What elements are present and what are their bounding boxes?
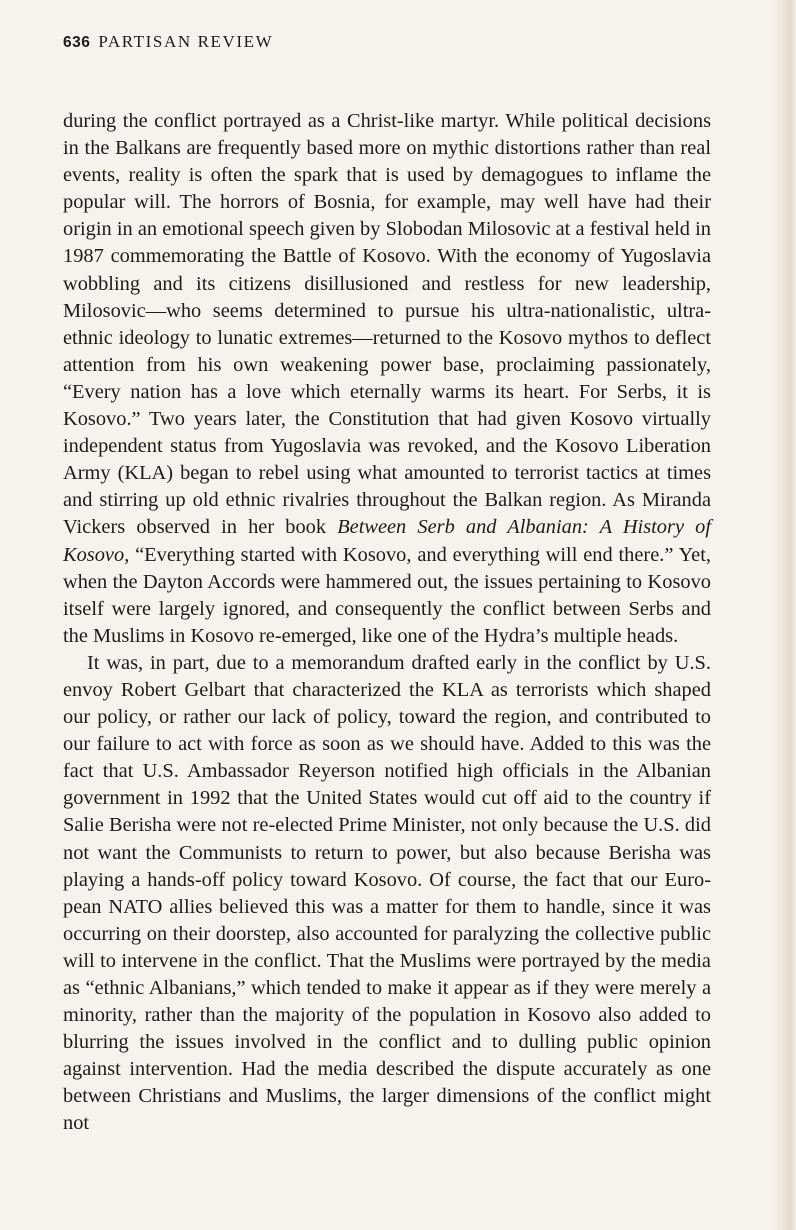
paragraph-1-text-b: , “Everything started with Kosovo, and everything will end there.” Yet, when the Dayton Accords were hammered out, the issues pertaining to Kosovo itself were largely ignored, and consequently the conflict between Serbs and the Muslims in Kosovo re-emerged, like one of the Hydra’s multiple heads. [63,543,711,647]
running-head [63,30,273,55]
journal-title: PARTISAN REVIEW [98,32,274,51]
body-text [63,108,711,1138]
paragraph-2-text: It was, in part, due to a memorandum drafted early in the conflict by U.S. envoy Robert Gelbart that characterized the KLA as terrorists which shaped our policy, or rather our lack of policy, toward the region, and contributed to our failure to act with force as soon as we should have. Added to this was the fact that U.S. Ambassador Reyerson notified high officials in the Albanian government in 1992 that the United States would cut off aid to the country if Salie Berisha were not re-elected Prime Minister, not only because the U.S. did not want the Communists to return to power, but also because Berisha was playing a hands-off policy toward Kosovo. Of course, the fact that our European NATO allies believed this was a matter for them to handle, since it was occurring on their doorstep, also accounted for paralyzing the collective public will to intervene in the conflict. That the Muslims were portrayed by the media as “ethnic Albanians,” which tended to make it appear as if they were merely a minority, rather than the majority of the population in Kosovo also added to blurring the issues involved in the conflict and to dulling public opinion against intervention. Had the media described the dispute accurately as one between Christians and Muslims, the larger dimensions of the conflict might not [63,651,711,1135]
book-title: Between Serb and Albanian: A History of Kosovo [63,516,711,566]
paragraph-1-text-a: during the conflict portrayed as a Christ-like martyr. While political decisions in the Balkans are frequently based more on mythic distortions rather than real events, reality is often the spark that is used by demagogues to inflame the popular will. The horrors of Bosnia, for example, may well have had their origin in an emotional speech given by Slobodan Milosovic at a festival held in 1987 commemorating the Battle of Kosovo. With the economy of Yugoslavia wobbling and its citizens disillusioned and restless for new leadership, Milosovic—who seems determined to pursue his ultra-nationalistic, ultra-ethnic ideology to lunatic extremes—returned to the Kosovo mythos to deflect attention from his own weakening power base, proclaiming passionately, “Every nation has a love which eternally warms its heart. For Serbs, it is Kosovo.” Two years later, the Constitution that had given Kosovo virtually independent status from Yugoslavia was revoked, and the Kosovo Liberation Army (KLA) began to rebel using what amounted to terrorist tactics at times and stirring up old ethnic rivalries throughout the Balkan region. As Miranda Vickers observed in her book [63,110,711,539]
page-number: 636 [63,34,91,51]
paragraph-1 [63,108,711,650]
page-edge-shadow [774,0,796,1230]
paragraph-2 [63,650,711,1138]
